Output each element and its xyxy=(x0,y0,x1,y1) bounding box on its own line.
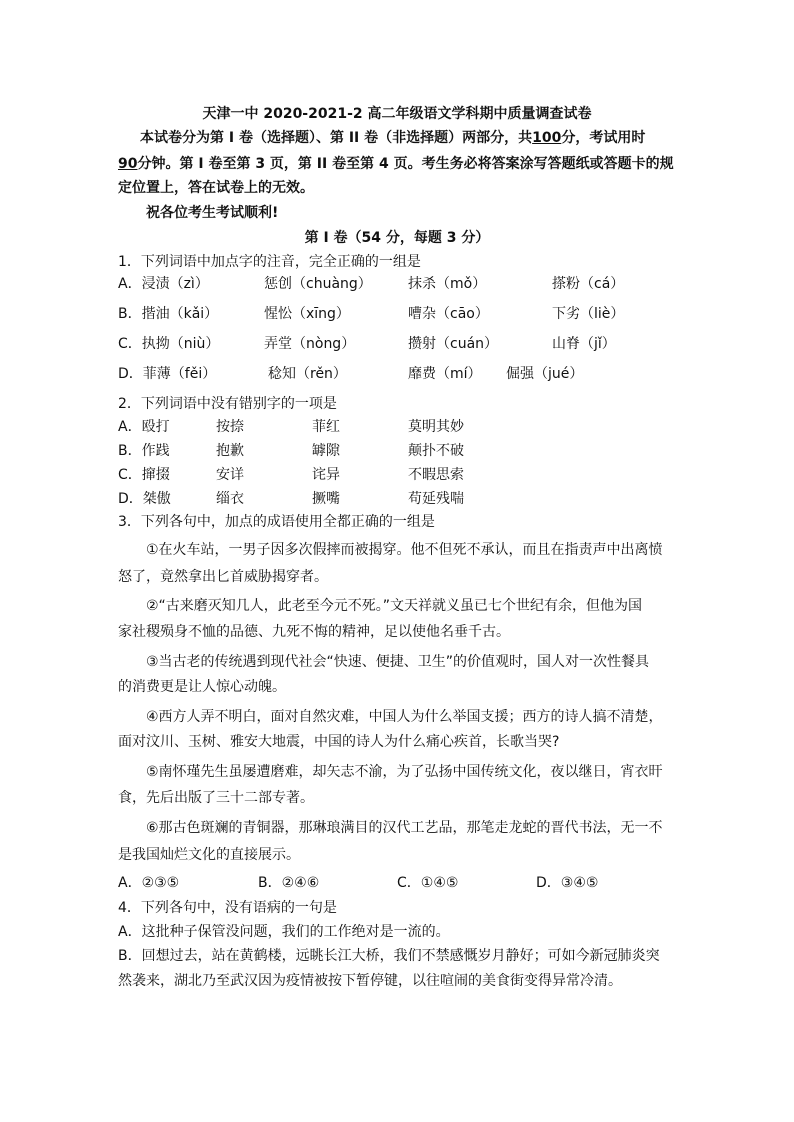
q2-option: 颠扑不破 xyxy=(408,443,464,459)
q1-option: 搽粉（cá） xyxy=(552,276,625,292)
q2-option: 不暇思索 xyxy=(408,467,464,483)
q1-option: 抹杀（mǒ） xyxy=(408,276,487,292)
q2-option: D．桀傲 xyxy=(118,491,171,507)
q1-option: 靡费（mí） xyxy=(408,366,482,382)
section-1-heading: 第 I 卷（54 分，每题 3 分） xyxy=(304,230,490,246)
intro-line-1 xyxy=(140,128,645,148)
q2-option: 抱歉 xyxy=(216,443,244,459)
q3-sentence-6a: ⑥那古色斑斓的青铜器，那琳琅满目的汉代工艺品，那笔走龙蛇的晋代书法，无一不 xyxy=(146,820,663,836)
q2-option: C．撺掇 xyxy=(118,467,170,483)
q2-option: 苟延残喘 xyxy=(408,491,464,507)
intro-text-a: 本试卷分为第 I 卷（选择题）、第 II 卷（非选择题）两部分，共 xyxy=(140,130,533,146)
q1-stem: 1．下列词语中加点字的注音，完全正确的一组是 xyxy=(118,254,421,270)
intro-text-c: 分钟。第 I 卷至第 3 页，第 II 卷至第 4 页。考生务必将答案涂写答题纸或答题卡的规 xyxy=(137,156,674,172)
q1-option: 嘈杂（cāo） xyxy=(408,306,489,322)
q4-option-b-line2: 然袭来，湖北乃至武汉因为疫情被按下暂停键，以往喧闹的美食街变得异常冷清。 xyxy=(118,973,622,989)
q1-option: 倔强（jué） xyxy=(506,366,584,382)
q3-option: A．②③⑤ xyxy=(118,875,180,891)
q2-option: 诧异 xyxy=(312,467,340,483)
q3-sentence-1b: 怒了，竟然拿出匕首威胁揭穿者。 xyxy=(118,569,328,585)
q3-sentence-2b: 家社稷殒身不恤的品德、九死不悔的精神，足以使他名垂千古。 xyxy=(118,624,510,640)
q1-option: B．揩油（kǎi） xyxy=(118,306,219,322)
q3-sentence-4b: 面对汶川、玉树、雅安大地震，中国的诗人为什么痛心疾首，长歌当哭? xyxy=(118,734,560,750)
q3-sentence-6b: 是我国灿烂文化的直接展示。 xyxy=(118,847,300,863)
q1-option: C．执拗（niù） xyxy=(118,336,220,352)
q1-option: 攒射（cuán） xyxy=(408,336,499,352)
intro-line-2 xyxy=(118,154,674,174)
total-score: 100 xyxy=(532,130,562,146)
q4-option-b-line1: B．回想过去，站在黄鹤楼，远眺长江大桥，我们不禁感慨岁月静好；可如今新冠肺炎突 xyxy=(118,948,660,964)
q3-sentence-4a: ④西方人弄不明白，面对自然灾难，中国人为什么举国支援；西方的诗人搞不清楚， xyxy=(146,709,663,725)
q2-option: 菲红 xyxy=(312,419,340,435)
q2-option: 安详 xyxy=(216,467,244,483)
q1-option: 稔知（rěn） xyxy=(268,366,347,382)
exam-title: 天津一中 2020-2021-2 高二年级语文学科期中质量调查试卷 xyxy=(202,106,592,122)
q2-option: 莫明其妙 xyxy=(408,419,464,435)
q2-stem: 2．下列词语中没有错别字的一项是 xyxy=(118,396,337,412)
q2-option: 罅隙 xyxy=(312,443,340,459)
q3-sentence-2a: ②“古来磨灭知几人，此老至今元不死。”文天祥就义虽已七个世纪有余，但他为国 xyxy=(146,598,643,614)
q4-stem: 4．下列各句中，没有语病的一句是 xyxy=(118,900,337,916)
q1-option: 下劣（liè） xyxy=(552,306,625,322)
q1-option: D．菲薄（fěi） xyxy=(118,366,217,382)
q3-sentence-5b: 食，先后出版了三十二部专著。 xyxy=(118,790,314,806)
q3-option: B．②④⑥ xyxy=(258,875,320,891)
q2-option: 缁衣 xyxy=(216,491,244,507)
q2-option: 按捺 xyxy=(216,419,244,435)
q2-option: A．殴打 xyxy=(118,419,170,435)
q3-option: C．①④⑤ xyxy=(397,875,459,891)
q3-sentence-3a: ③当古老的传统遇到现代社会“快速、便捷、卫生”的价值观时，国人对一次性餐具 xyxy=(146,654,650,670)
q3-stem: 3．下列各句中，加点的成语使用全都正确的一组是 xyxy=(118,514,435,530)
q2-option: B．作践 xyxy=(118,443,170,459)
q3-sentence-1a: ①在火车站，一男子因多次假摔而被揭穿。他不但死不承认，而且在指责声中出离愤 xyxy=(146,542,663,558)
q1-option: 山脊（jǐ） xyxy=(552,336,616,352)
exam-duration: 90 xyxy=(118,156,138,172)
q3-option: D．③④⑤ xyxy=(536,875,599,891)
q1-option: 惺忪（xīng） xyxy=(264,306,350,322)
q4-option-a: A．这批种子保管没问题，我们的工作绝对是一流的。 xyxy=(118,924,450,940)
q3-sentence-5a: ⑤南怀瑾先生虽屡遭磨难，却矢志不渝，为了弘扬中国传统文化，夜以继日，宵衣旰 xyxy=(146,764,663,780)
wish-line: 祝各位考生考试顺利! xyxy=(146,205,279,221)
q1-option: A．浸渍（zì） xyxy=(118,276,209,292)
q2-option: 撅嘴 xyxy=(312,491,340,507)
intro-line-3: 定位置上，答在试卷上的无效。 xyxy=(118,180,314,196)
q1-option: 惩创（chuàng） xyxy=(264,276,372,292)
q1-option: 弄堂（nòng） xyxy=(264,336,356,352)
intro-text-b: 分，考试用时 xyxy=(561,130,646,146)
q3-sentence-3b: 的消费更是让人惊心动魄。 xyxy=(118,679,286,695)
